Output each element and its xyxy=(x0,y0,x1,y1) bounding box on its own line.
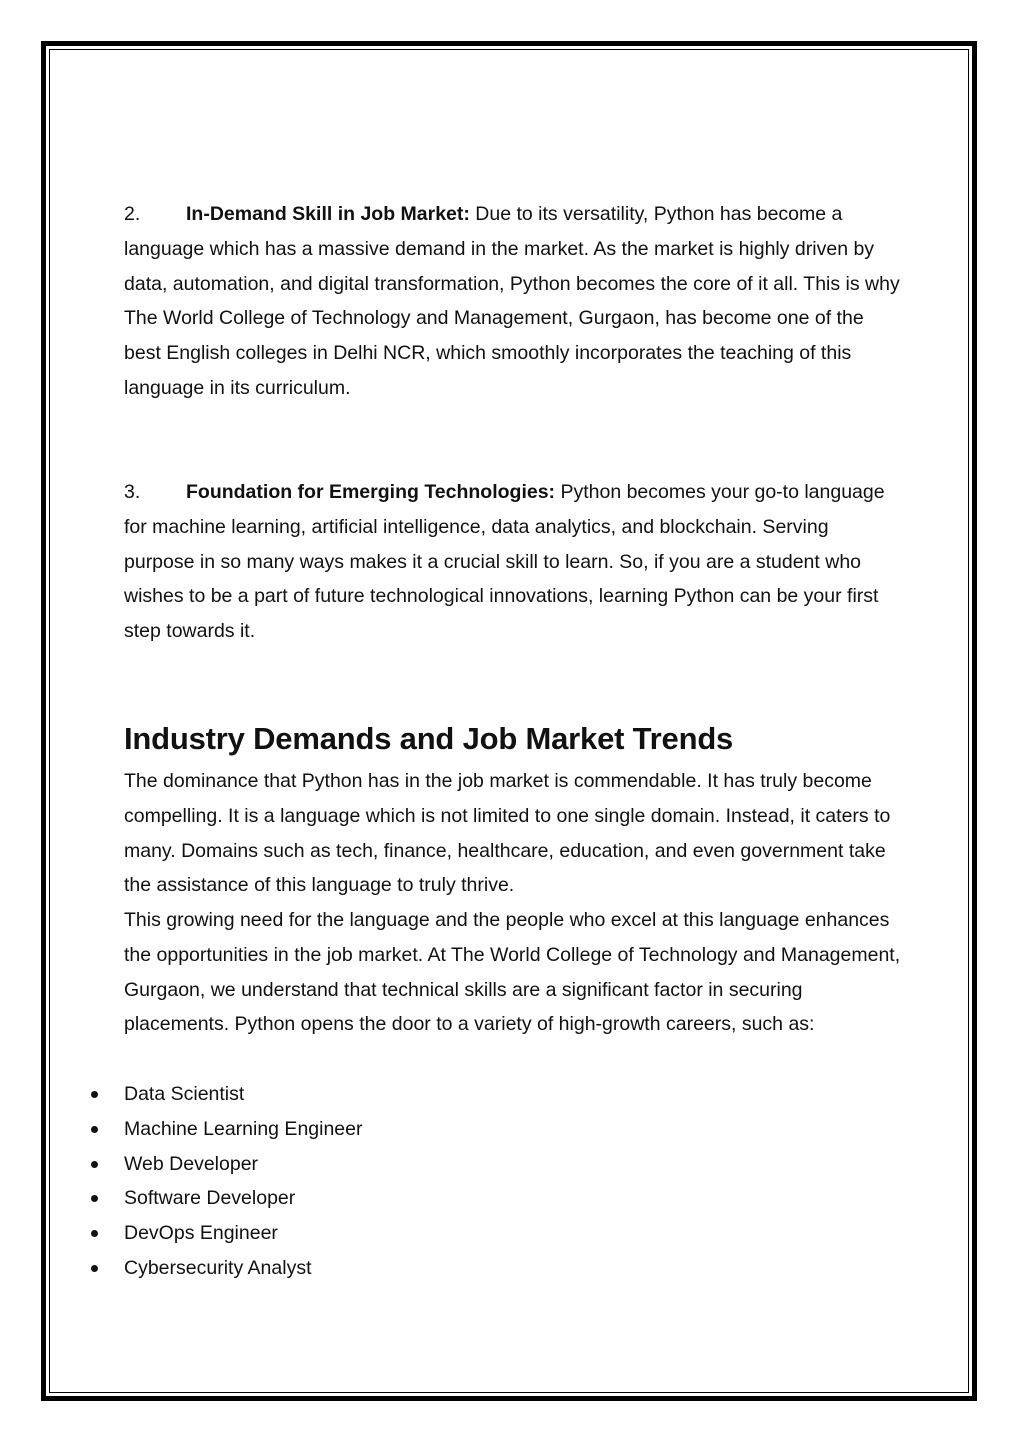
section-3-number: 3. xyxy=(124,481,141,503)
industry-paragraph-1: The dominance that Python has in the job market is commendable. It has truly become compelling. It is a language which is not limited to one single domain. Instead, it caters to many. Domains such as tech, finance, healthcare, education, and even government take the assistance of this language to truly thrive. xyxy=(124,770,891,897)
bullet-icon xyxy=(91,1126,98,1133)
section-heading: Industry Demands and Job Market Trends xyxy=(124,721,734,756)
bullet-icon xyxy=(91,1195,98,1202)
bullet-icon xyxy=(91,1161,98,1168)
list-item xyxy=(0,1147,363,1182)
section-3-title: Foundation for Emerging Technologies: xyxy=(186,481,556,503)
list-item-section-3 xyxy=(124,475,904,649)
list-item xyxy=(0,1077,363,1112)
section-2-title: In-Demand Skill in Job Market: xyxy=(186,203,470,225)
career-label: DevOps Engineer xyxy=(124,1222,278,1245)
section-2-number: 2. xyxy=(124,203,141,225)
career-label: Cybersecurity Analyst xyxy=(124,1256,312,1279)
career-label: Data Scientist xyxy=(124,1083,245,1105)
career-label: Web Developer xyxy=(124,1152,259,1175)
careers-list xyxy=(0,1077,363,1286)
list-item xyxy=(0,1251,363,1286)
bullet-icon xyxy=(91,1230,98,1237)
list-item-section-2 xyxy=(124,197,904,406)
career-label: Software Developer xyxy=(124,1187,296,1210)
bullet-icon xyxy=(91,1091,98,1098)
list-item xyxy=(0,1112,363,1147)
industry-paragraph-2: This growing need for the language and the people who excel at this language enhances the opportunities in the job market. At The World College of Technology and Management, Gurgaon, we understand that technical skills are a significant factor in securing placements. Python opens the door to a variety of high-growth careers, such as: xyxy=(124,909,901,1036)
section-3-text: Python becomes your go-to language for machine learning, artificial intelligence, data analytics, and blockchain. Serving purpose in so many ways makes it a crucial skill to learn. So, if you are a student who wishes to be a part of future technological innovations, learning Python can be your first step towards it. xyxy=(124,481,885,643)
list-item xyxy=(0,1216,363,1251)
section-2-text: Due to its versatility, Python has become a language which has a massive demand in the market. As the market is highly driven by data, automation, and digital transformation, Python becomes the core of it all. This is why The World College of Technology and Management, Gurgaon, has become one of the best English colleges in Delhi NCR, which smoothly incorporates the teaching of this language in its curriculum. xyxy=(124,203,900,399)
career-label: Machine Learning Engineer xyxy=(124,1117,363,1140)
bullet-icon xyxy=(91,1265,98,1272)
list-item xyxy=(0,1181,363,1216)
